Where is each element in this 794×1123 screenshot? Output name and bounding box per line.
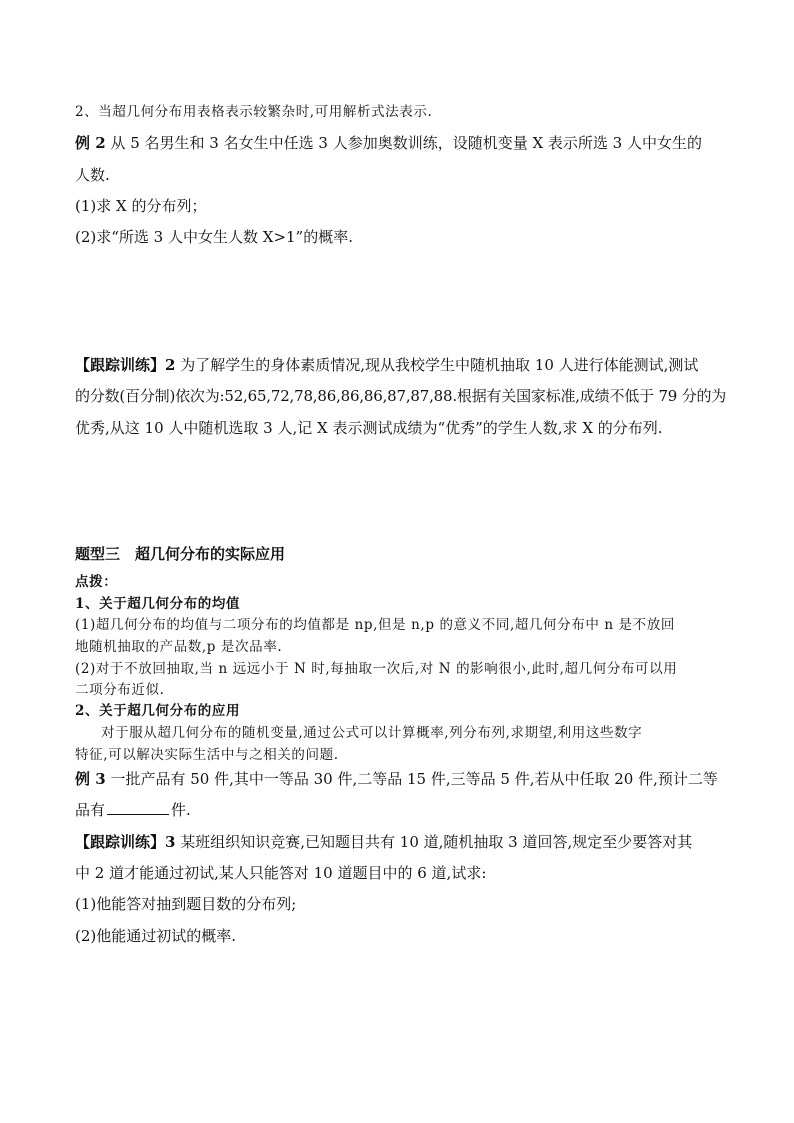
hint-para-1b: 地随机抽取的产品数,p 是次品率. — [75, 639, 283, 655]
example-2-label: 例 2 — [75, 134, 106, 152]
hint-para-3a: 对于服从超几何分布的随机变量,通过公式可以计算概率,列分布列,求期望,利用这些数字 — [101, 725, 643, 741]
hint-heading-2: 2、关于超几何分布的应用 — [75, 703, 241, 719]
tracking-2-line-1 — [75, 355, 698, 375]
tracking-2-text-1: 为了解学生的身体素质情况,现从我校学生中随机抽取 10 人进行体能测试,测试 — [180, 356, 699, 374]
type-3-title: 题型三 超几何分布的实际应用 — [75, 545, 286, 563]
example-3-text-1: 一批产品有 50 件,其中一等品 30 件,二等品 15 件,三等品 5 件,若从中任取 20 件,预计二等 — [110, 770, 718, 788]
example-2-question-2: (2)求“所选 3 人中女生人数 X>1”的概率. — [75, 228, 353, 246]
example-3-label: 例 3 — [75, 770, 106, 788]
answer-blank — [107, 800, 169, 815]
hint-heading-1: 1、关于超几何分布的均值 — [75, 596, 241, 612]
tracking-2-line-2: 的分数(百分制)依次为:52,65,72,78,86,86,86,87,87,88.根据有关国家标准,成绩不低于 79 分的为 — [75, 387, 727, 405]
tracking-3-label: 【跟踪训练】3 — [75, 833, 176, 851]
example-3-text-2-post: 件. — [171, 801, 191, 819]
hint-para-2b: 二项分布近似. — [75, 682, 165, 698]
example-3-line-2 — [75, 800, 191, 820]
tracking-3-line-1 — [75, 832, 692, 852]
example-2-text-1: 从 5 名男生和 3 名女生中任选 3 人参加奥数训练，设随机变量 X 表示所选 3 人中女生的 — [110, 134, 702, 152]
tracking-3-line-2: 中 2 道才能通过初试,某人只能答对 10 道题目中的 6 道,试求: — [75, 864, 487, 882]
example-2-line-2: 人数. — [75, 166, 110, 184]
tracking-3-question-2: (2)他能通过初试的概率. — [75, 927, 237, 945]
example-2-question-1: (1)求 X 的分布列； — [75, 197, 207, 215]
hint-para-2a: (2)对于不放回抽取,当 n 远远小于 N 时,每抽取一次后,对 N 的影响很小,此时,超几何分布可以用 — [75, 661, 678, 677]
hint-para-1a: (1)超几何分布的均值与二项分布的均值都是 np,但是 n,p 的意义不同,超几何分布中 n 是不放回 — [75, 617, 675, 633]
tracking-2-line-3: 优秀,从这 10 人中随机选取 3 人,记 X 表示测试成绩为“优秀”的学生人数,求 X 的分布列. — [75, 419, 663, 437]
section-note-2: 2、当超几何分布用表格表示较繁杂时,可用解析式法表示. — [75, 104, 433, 120]
tracking-3-question-1: (1)他能答对抽到题目数的分布列; — [75, 895, 297, 913]
example-3-text-2-pre: 品有 — [75, 801, 106, 819]
tracking-3-text-1: 某班组织知识竞赛,已知题目共有 10 道,随机抽取 3 道回答,规定至少要答对其 — [180, 833, 693, 851]
example-3-line-1 — [75, 769, 718, 789]
tracking-2-label: 【跟踪训练】2 — [75, 356, 176, 374]
example-2-line-1 — [75, 133, 702, 153]
hint-para-3b: 特征,可以解决实际生活中与之相关的问题. — [75, 747, 339, 763]
hint-label: 点拨： — [75, 574, 118, 590]
